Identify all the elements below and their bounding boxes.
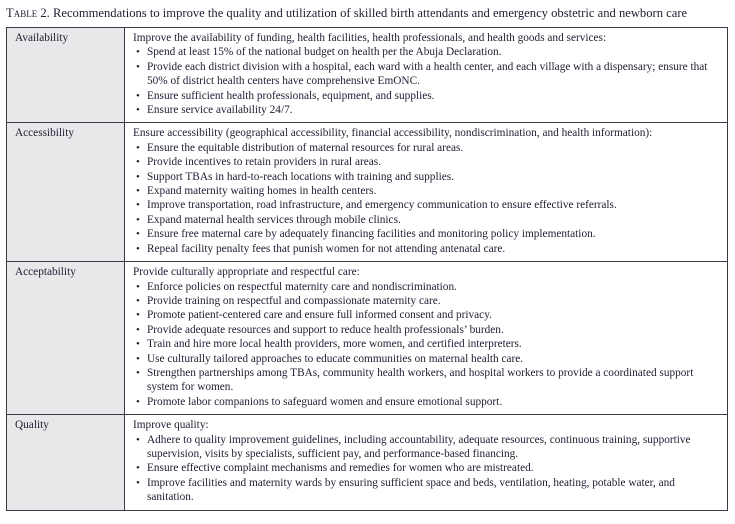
details-cell <box>125 28 728 123</box>
details-cell <box>125 415 728 510</box>
recommendations-table-body <box>7 28 728 511</box>
category-label: Quality <box>15 419 49 432</box>
intro-text: Provide culturally appropriate and respectful care: <box>133 266 360 279</box>
table-caption-text: Recommendations to improve the quality and utilization of skilled birth attendants and emergency obstetric and newborn care <box>52 6 688 20</box>
bullet-item: • Ensure free maternal care by adequately financing facilities and monitoring policy implementation. <box>133 227 719 241</box>
category-label: Availability <box>15 32 69 44</box>
bullet-item: • Strengthen partnerships among TBAs, community health workers, and hospital workers to provide a coordinated support system for women. <box>133 366 719 395</box>
bullet-item: • Improve facilities and maternity wards by ensuring sufficient space and beds, ventilation, heating, potable water, and sanitation. <box>133 476 719 505</box>
category-label: Accessibility <box>15 127 74 140</box>
bullet-item: • Spend at least 15% of the national budget on health per the Abuja Declaration. <box>133 45 719 59</box>
category-cell <box>7 123 125 262</box>
bullet-item: • Repeal facility penalty fees that punish women for not attending antenatal care. <box>133 242 719 256</box>
bullet-item: • Promote patient-centered care and ensure full informed consent and privacy. <box>133 308 719 322</box>
bullet-item: • Promote labor companions to safeguard women and ensure emotional support. <box>133 395 719 409</box>
bullet-list <box>133 45 719 117</box>
table-row <box>7 28 728 123</box>
intro-text: Improve quality: <box>133 419 209 432</box>
bullet-item: • Provide each district division with a hospital, each ward with a health center, and each village with a dispensary; ensure that 50% of district health centers have comprehensive EmONC. <box>133 60 719 89</box>
bullet-item: • Improve transportation, road infrastructure, and emergency communication to ensure effective referrals. <box>133 198 719 212</box>
bullet-item: • Train and hire more local health providers, more women, and certified interpreters. <box>133 337 719 351</box>
category-cell <box>7 415 125 510</box>
category-label: Acceptability <box>15 266 76 279</box>
bullet-item: • Provide adequate resources and support to reduce health professionals’ burden. <box>133 323 719 337</box>
bullet-list <box>133 433 719 505</box>
bullet-item: • Adhere to quality improvement guidelines, including accountability, adequate resources, continuous training, supportive supervision, visits by specialists, sufficient pay, and performance-based financing. <box>133 433 719 462</box>
intro-text: Ensure accessibility (geographical accessibility, financial accessibility, nondiscrimination, and health information): <box>133 127 653 140</box>
details-cell <box>125 123 728 262</box>
table-row <box>7 123 728 262</box>
bullet-item: • Ensure effective complaint mechanisms and remedies for women who are mistreated. <box>133 461 719 475</box>
bullet-item: • Ensure service availability 24/7. <box>133 103 719 117</box>
intro-text: Improve the availability of funding, health facilities, health professionals, and health goods and services: <box>133 32 607 44</box>
bullet-item: • Ensure the equitable distribution of maternal resources for rural areas. <box>133 141 719 155</box>
details-cell <box>125 262 728 415</box>
category-cell <box>7 28 125 123</box>
bullet-list <box>133 280 719 410</box>
bullet-item: • Provide incentives to retain providers in rural areas. <box>133 155 719 169</box>
bullet-item: • Provide training on respectful and compassionate maternity care. <box>133 294 719 308</box>
recommendations-table <box>6 27 728 511</box>
category-cell <box>7 262 125 415</box>
table-caption <box>6 4 729 22</box>
bullet-item: • Expand maternity waiting homes in health centers. <box>133 184 719 198</box>
bullet-item: • Enforce policies on respectful maternity care and nondiscrimination. <box>133 280 719 294</box>
table-row <box>7 415 728 510</box>
bullet-list <box>133 141 719 256</box>
bullet-item: • Expand maternal health services through mobile clinics. <box>133 213 719 227</box>
bullet-item: • Ensure sufficient health professionals, equipment, and supplies. <box>133 89 719 103</box>
table-caption-label: Table 2. <box>6 6 50 20</box>
bullet-item: • Use culturally tailored approaches to educate communities on maternal health care. <box>133 352 719 366</box>
table-row <box>7 262 728 415</box>
bullet-item: • Support TBAs in hard-to-reach locations with training and supplies. <box>133 170 719 184</box>
